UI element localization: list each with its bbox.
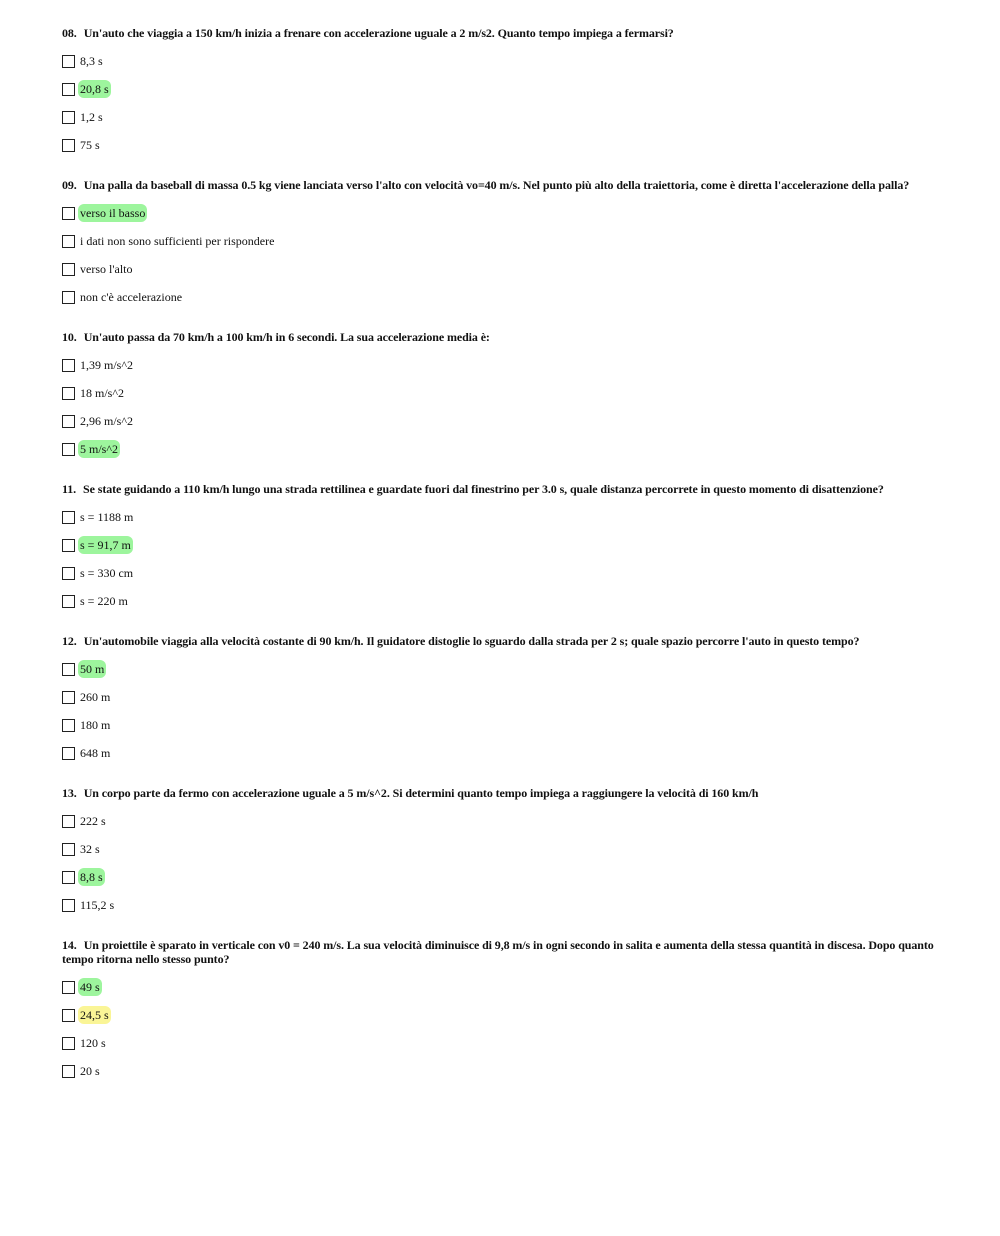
- answer-label: s = 330 cm: [80, 566, 134, 580]
- answer-option[interactable]: [62, 131, 942, 159]
- question-text: [62, 178, 942, 192]
- answer-label: 1,39 m/s^2: [80, 358, 133, 372]
- question-prompt: Se state guidando a 110 km/h lungo una strada rettilinea e guardate fuori dal finestrino per 3.0 s, quale distanza percorrete in questo momento di disattenzione?: [83, 482, 884, 496]
- question-block: [62, 330, 942, 463]
- answer-label: s = 91,7 m: [80, 538, 131, 552]
- question-prompt: Una palla da baseball di massa 0.5 kg viene lanciata verso l'alto con velocità vo=40 m/s. Nel punto più alto della traiettoria, come è diretta l'accelerazione della palla?: [83, 178, 910, 192]
- answer-checkbox[interactable]: [62, 747, 75, 760]
- question-number: 12.: [62, 634, 77, 648]
- answer-label: 648 m: [80, 746, 111, 760]
- quiz-document: [62, 26, 942, 1104]
- answer-option[interactable]: [62, 103, 942, 131]
- question-text: [62, 634, 942, 648]
- answer-checkbox[interactable]: [62, 387, 75, 400]
- answer-option[interactable]: [62, 835, 942, 863]
- answer-checkbox[interactable]: [62, 415, 75, 428]
- answer-label: 260 m: [80, 690, 111, 704]
- question-number: 13.: [62, 786, 77, 800]
- question-text: [62, 938, 942, 966]
- answer-option[interactable]: [62, 683, 942, 711]
- question-text: [62, 330, 942, 344]
- question-block: [62, 634, 942, 767]
- answer-label: 222 s: [80, 814, 106, 828]
- answer-option[interactable]: [62, 199, 942, 227]
- answer-option[interactable]: [62, 283, 942, 311]
- answer-checkbox[interactable]: [62, 663, 75, 676]
- question-text: [62, 482, 942, 496]
- answer-option[interactable]: [62, 407, 942, 435]
- answer-option[interactable]: [62, 47, 942, 75]
- answer-label: 180 m: [80, 718, 111, 732]
- answer-label: 75 s: [80, 138, 100, 152]
- answer-checkbox[interactable]: [62, 719, 75, 732]
- question-block: [62, 938, 942, 1085]
- answer-checkbox[interactable]: [62, 511, 75, 524]
- answer-option[interactable]: [62, 1057, 942, 1085]
- answer-checkbox[interactable]: [62, 815, 75, 828]
- answer-label: 50 m: [80, 662, 105, 676]
- question-block: [62, 482, 942, 615]
- answer-label: 120 s: [80, 1036, 106, 1050]
- answer-checkbox[interactable]: [62, 291, 75, 304]
- answer-checkbox[interactable]: [62, 1009, 75, 1022]
- question-block: [62, 178, 942, 311]
- answer-label: 8,8 s: [80, 870, 103, 884]
- answer-checkbox[interactable]: [62, 139, 75, 152]
- answer-checkbox[interactable]: [62, 567, 75, 580]
- answer-checkbox[interactable]: [62, 443, 75, 456]
- answer-checkbox[interactable]: [62, 235, 75, 248]
- question-prompt: Un proiettile è sparato in verticale con v0 = 240 m/s. La sua velocità diminuisce di 9,8 m/s in ogni secondo in salita e aumenta della stessa quantità in discesa. Dopo quanto tempo ritorna nello stesso punto?: [62, 938, 934, 966]
- answer-label: s = 220 m: [80, 594, 128, 608]
- question-text: [62, 26, 942, 40]
- answer-label: 32 s: [80, 842, 100, 856]
- answer-option[interactable]: [62, 1029, 942, 1057]
- answer-checkbox[interactable]: [62, 263, 75, 276]
- question-number: 10.: [62, 330, 77, 344]
- answer-checkbox[interactable]: [62, 1037, 75, 1050]
- answer-checkbox[interactable]: [62, 843, 75, 856]
- answer-option[interactable]: [62, 255, 942, 283]
- answer-checkbox[interactable]: [62, 899, 75, 912]
- answer-checkbox[interactable]: [62, 359, 75, 372]
- answer-option[interactable]: [62, 655, 942, 683]
- question-prompt: Un'auto passa da 70 km/h a 100 km/h in 6 secondi. La sua accelerazione media è:: [83, 330, 490, 344]
- answer-label: 1,2 s: [80, 110, 103, 124]
- answer-option[interactable]: [62, 711, 942, 739]
- answer-label: 20 s: [80, 1064, 100, 1078]
- answer-label: verso il basso: [80, 206, 146, 220]
- question-block: [62, 26, 942, 159]
- answer-checkbox[interactable]: [62, 871, 75, 884]
- answer-option[interactable]: [62, 227, 942, 255]
- answer-option[interactable]: [62, 379, 942, 407]
- answer-option[interactable]: [62, 863, 942, 891]
- answer-label: verso l'alto: [80, 262, 133, 276]
- answer-option[interactable]: [62, 503, 942, 531]
- answer-checkbox[interactable]: [62, 691, 75, 704]
- answer-option[interactable]: [62, 435, 942, 463]
- answer-checkbox[interactable]: [62, 595, 75, 608]
- answer-option[interactable]: [62, 739, 942, 767]
- answer-option[interactable]: [62, 559, 942, 587]
- answer-option[interactable]: [62, 531, 942, 559]
- answer-label: 115,2 s: [80, 898, 115, 912]
- question-number: 08.: [62, 26, 77, 40]
- answer-checkbox[interactable]: [62, 207, 75, 220]
- answer-option[interactable]: [62, 75, 942, 103]
- answer-label: 20,8 s: [80, 82, 109, 96]
- answer-option[interactable]: [62, 1001, 942, 1029]
- answer-option[interactable]: [62, 587, 942, 615]
- answer-label: 24,5 s: [80, 1008, 109, 1022]
- answer-checkbox[interactable]: [62, 539, 75, 552]
- answer-checkbox[interactable]: [62, 111, 75, 124]
- question-prompt: Un'auto che viaggia a 150 km/h inizia a frenare con accelerazione uguale a 2 m/s2. Quanto tempo impiega a fermarsi?: [83, 26, 674, 40]
- answer-option[interactable]: [62, 891, 942, 919]
- answer-label: 49 s: [80, 980, 100, 994]
- answer-option[interactable]: [62, 973, 942, 1001]
- answer-checkbox[interactable]: [62, 981, 75, 994]
- question-text: [62, 786, 942, 800]
- question-prompt: Un'automobile viaggia alla velocità costante di 90 km/h. Il guidatore distoglie lo sguardo dalla strada per 2 s; quale spazio percorre l'auto in questo tempo?: [83, 634, 860, 648]
- answer-label: s = 1188 m: [80, 510, 134, 524]
- answer-label: 2,96 m/s^2: [80, 414, 133, 428]
- question-number: 09.: [62, 178, 77, 192]
- question-number: 11.: [62, 482, 77, 496]
- answer-option[interactable]: [62, 351, 942, 379]
- question-number: 14.: [62, 938, 77, 952]
- answer-label: non c'è accelerazione: [80, 290, 183, 304]
- answer-checkbox[interactable]: [62, 83, 75, 96]
- answer-checkbox[interactable]: [62, 1065, 75, 1078]
- question-block: [62, 786, 942, 919]
- question-prompt: Un corpo parte da fermo con accelerazione uguale a 5 m/s^2. Si determini quanto tempo impiega a raggiungere la velocità di 160 km/h: [83, 786, 759, 800]
- answer-checkbox[interactable]: [62, 55, 75, 68]
- answer-label: 8,3 s: [80, 54, 103, 68]
- answer-option[interactable]: [62, 807, 942, 835]
- answer-label: 18 m/s^2: [80, 386, 124, 400]
- answer-label: 5 m/s^2: [80, 442, 118, 456]
- answer-label: i dati non sono sufficienti per rispondere: [80, 234, 275, 248]
